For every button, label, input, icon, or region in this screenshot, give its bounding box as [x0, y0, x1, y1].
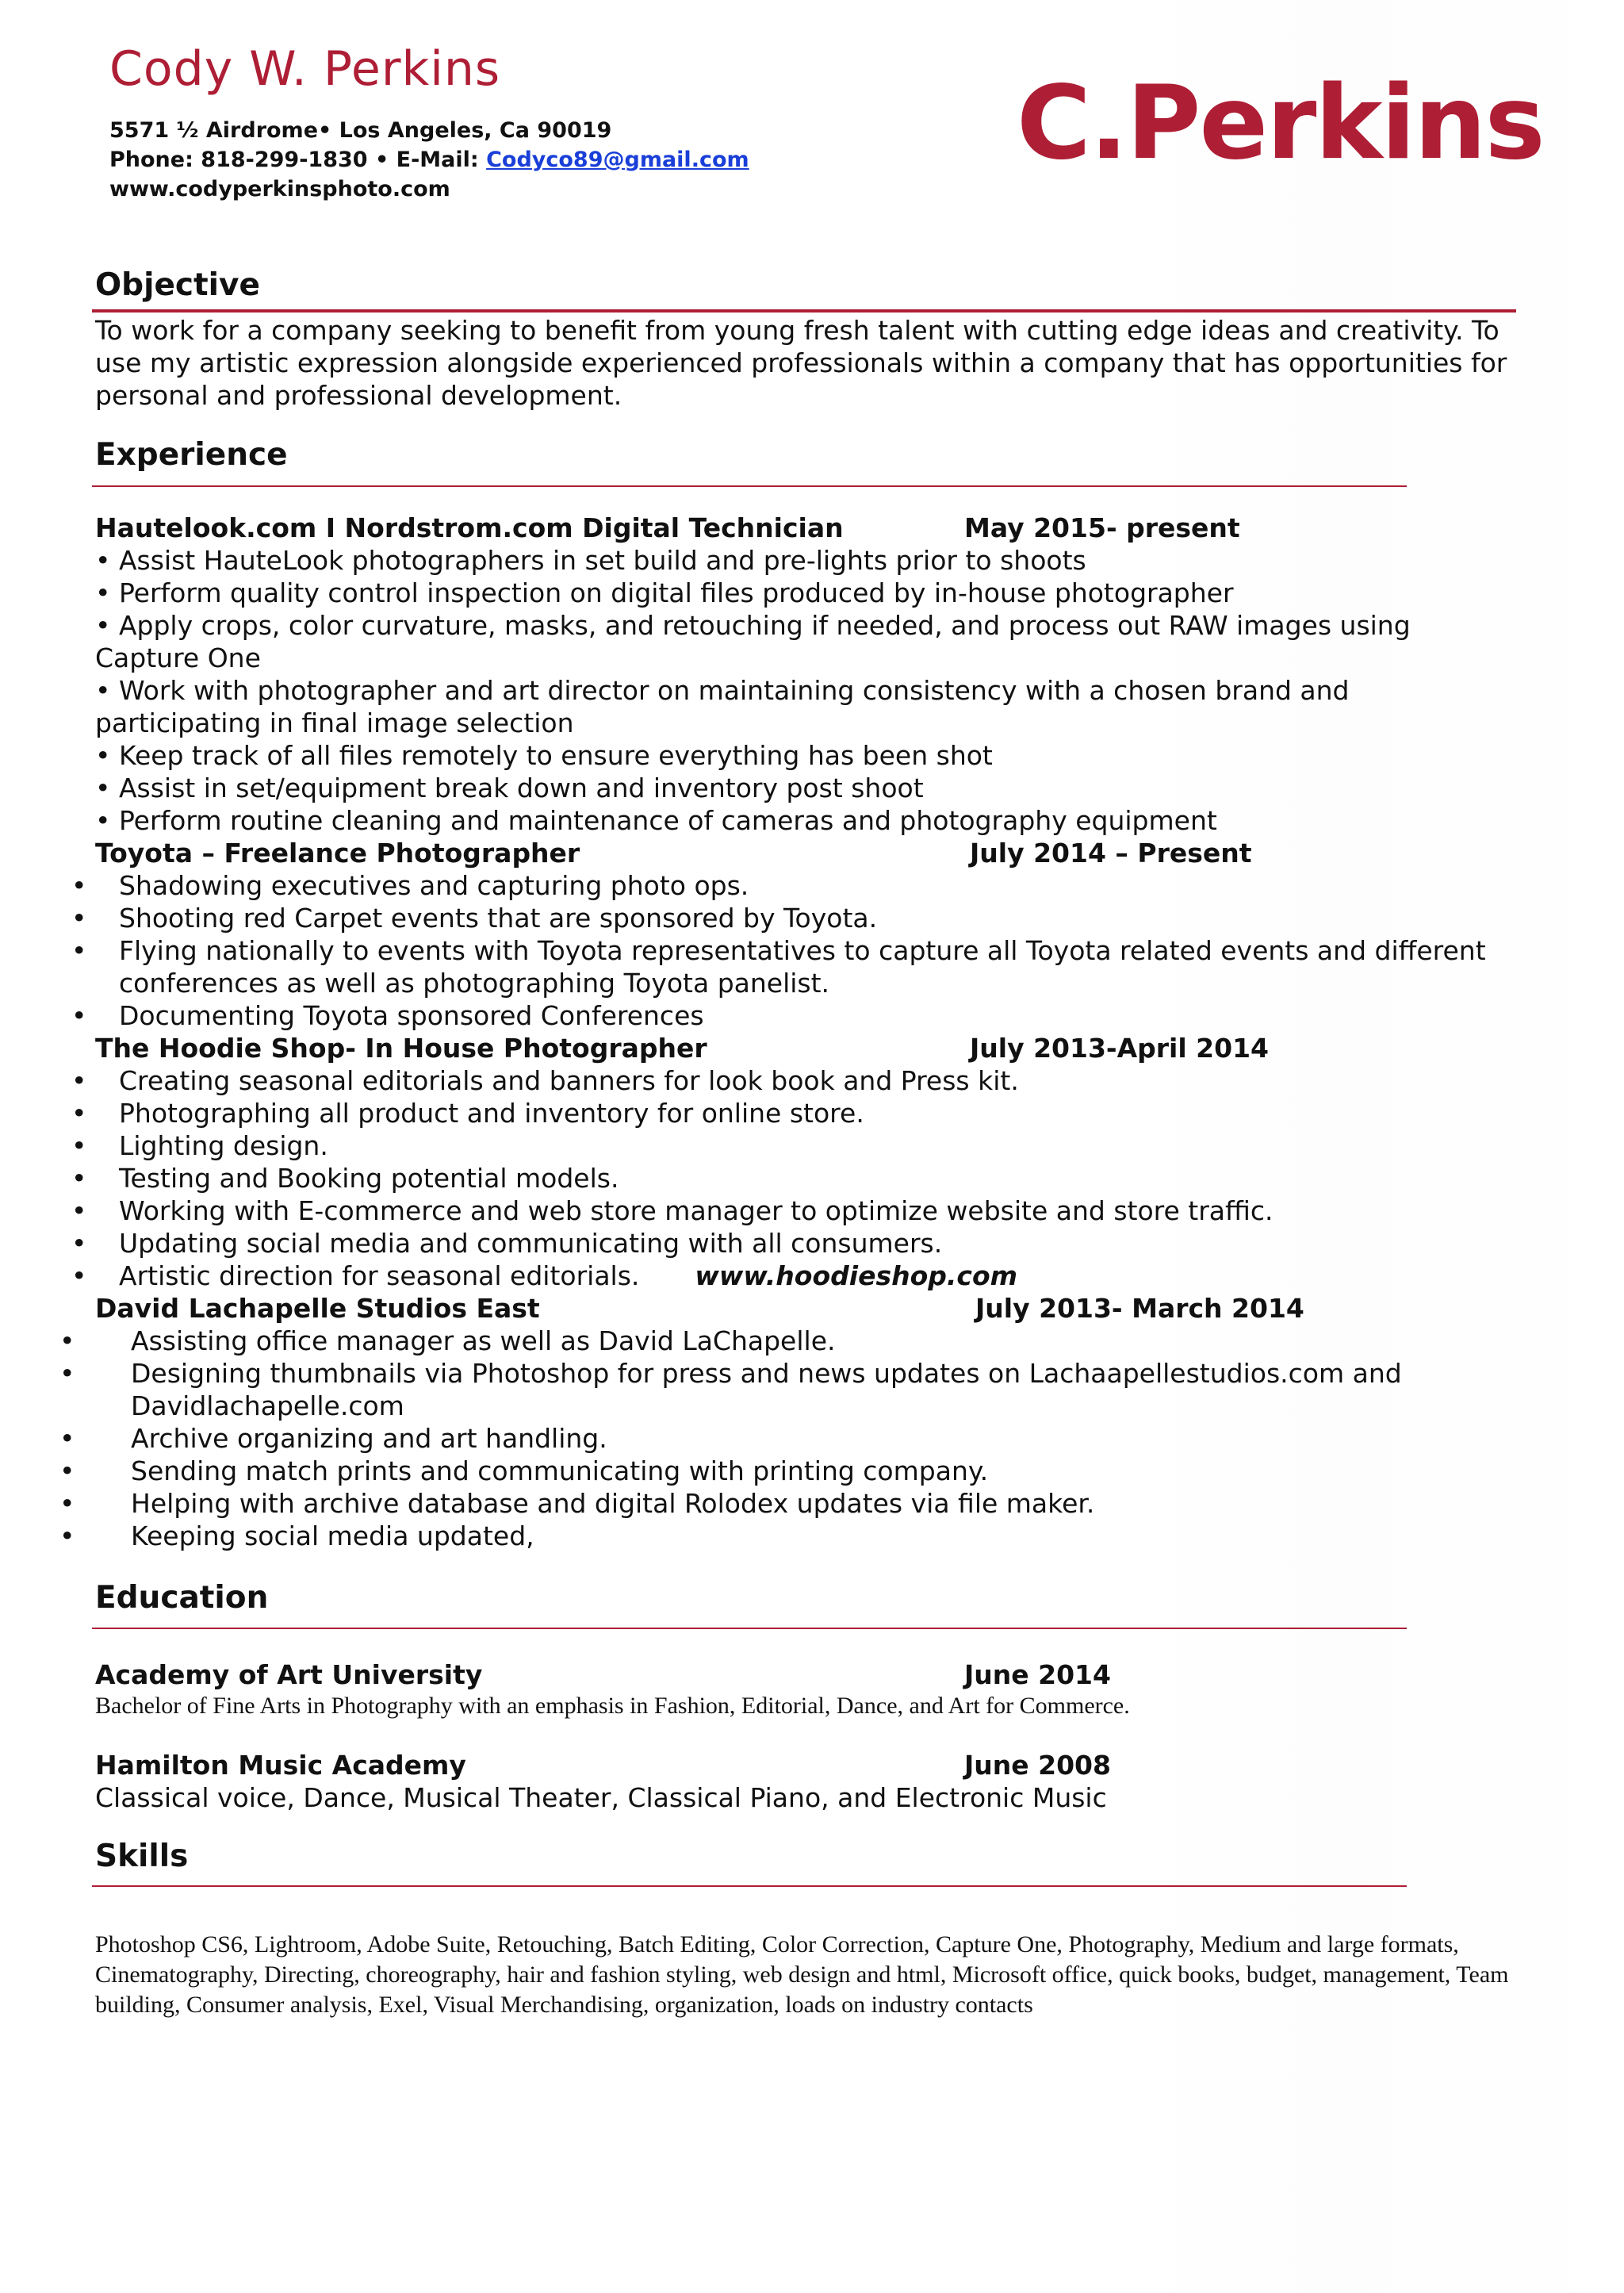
job-date: May 2015- present [964, 512, 1240, 543]
candidate-name: Cody W. Perkins [109, 41, 501, 97]
job-header [95, 1292, 1522, 1325]
school-header [95, 1658, 1522, 1691]
job-title: David Lachapelle Studios East [95, 1293, 540, 1324]
job-date: July 2014 – Present [970, 838, 1252, 869]
job-bullet: • Flying nationally to events with Toyota representatives to capture all Toyota related events and different conferences as well as photographing Toyota panelist. [71, 935, 1486, 999]
job-bullet: • Designing thumbnails via Photoshop for press and news updates on Lachaapellestudios.com and Davidlachapelle.com [59, 1358, 1402, 1421]
website: www.codyperkinsphoto.com [109, 177, 450, 201]
job-bullet: • Shadowing executives and capturing photo ops. [71, 870, 749, 901]
address: 5571 ½ Airdrome• Los Angeles, Ca 90019 [109, 118, 612, 143]
school-detail: Classical voice, Dance, Musical Theater, Classical Piano, and Electronic Music [95, 1782, 1107, 1813]
logo-wordmark: C.Perkins [1017, 64, 1544, 182]
job-bullet: • Assisting office manager as well as David LaChapelle. [59, 1325, 836, 1356]
education-rule [92, 1628, 1407, 1629]
school-name: Academy of Art University [95, 1659, 483, 1690]
email-link[interactable]: Codyco89@gmail.com [486, 148, 749, 172]
job-title: Toyota – Freelance Photographer [95, 838, 580, 869]
job-bullet: • Lighting design. [71, 1130, 328, 1161]
education-heading: Education [95, 1580, 269, 1616]
job-bullet: • Sending match prints and communicating with printing company. [59, 1455, 989, 1486]
job-date: July 2013-April 2014 [970, 1033, 1270, 1064]
job-bullet: • Keeping social media updated, [59, 1520, 534, 1551]
skills-heading: Skills [95, 1839, 189, 1874]
job-bullet: • Artistic direction for seasonal editorials. www.hoodieshop.com [71, 1260, 1018, 1291]
job-bullet: • Assist HauteLook photographers in set build and pre-lights prior to shoots [95, 545, 1086, 576]
skills-text: Photoshop CS6, Lightroom, Adobe Suite, Retouching, Batch Editing, Color Correction, Capture One, Photography, Medium and large formats, Cinematography, Directing, choreography, hair and fashion styling, web design and html, Microsoft office, quick books, budget, management, Team building, Consumer analysis, Exel, Visual Merchandising, organization, loads on industry contacts [95, 1931, 1509, 2018]
job-bullet: • Testing and Booking potential models. [71, 1163, 619, 1194]
job-bullet: • Shooting red Carpet events that are sponsored by Toyota. [71, 903, 878, 934]
job-date: July 2013- March 2014 [975, 1293, 1304, 1324]
job-bullet: • Keep track of all files remotely to ensure everything has been shot [95, 740, 993, 771]
job-header [95, 512, 1522, 544]
job-title: The Hoodie Shop- In House Photographer [95, 1033, 707, 1064]
education-entry [95, 1658, 1522, 1721]
job-title: Hautelook.com I Nordstrom.com Digital Technician [95, 512, 844, 543]
phone-email-line [109, 145, 749, 174]
job-bullet: • Updating social media and communicating with all consumers. [71, 1228, 943, 1259]
job-bullet: • Creating seasonal editorials and banners for look book and Press kit. [71, 1065, 1019, 1096]
job-bullet: • Assist in set/equipment break down and inventory post shoot [95, 773, 924, 803]
objective-rule [92, 309, 1516, 313]
job-bullet: • Apply crops, color curvature, masks, and retouching if needed, and process out RAW images using Capture One [95, 610, 1411, 673]
objective-heading: Objective [95, 267, 260, 303]
hoodie-website: www.hoodieshop.com [695, 1260, 1018, 1291]
phone-label: Phone: 818-299-1830 • E-Mail: [109, 148, 487, 172]
skills-rule [92, 1885, 1407, 1887]
school-date: June 2014 [964, 1659, 1111, 1690]
experience-rule [92, 485, 1407, 487]
contact-block [109, 116, 749, 204]
job-bullet: • Photographing all product and inventory for online store. [71, 1098, 864, 1129]
school-detail: Bachelor of Fine Arts in Photography with an emphasis in Fashion, Editorial, Dance, and Art for Commerce. [95, 1693, 1130, 1719]
job-header [95, 1032, 1522, 1064]
job-bullet: • Archive organizing and art handling. [59, 1423, 607, 1454]
education-entry [95, 1749, 1522, 1814]
experience-heading: Experience [95, 437, 288, 473]
school-date: June 2008 [964, 1750, 1111, 1781]
job-bullet: • Perform routine cleaning and maintenance of cameras and photography equipment [95, 805, 1217, 836]
job-bullet: • Perform quality control inspection on digital files produced by in-house photographer [95, 577, 1234, 608]
job-bullet: • Documenting Toyota sponsored Conferences [71, 1000, 704, 1031]
school-header [95, 1749, 1522, 1781]
school-name: Hamilton Music Academy [95, 1750, 466, 1781]
job-header [95, 837, 1522, 869]
job-bullet: • Work with photographer and art director on maintaining consistency with a chosen brand and participating in final image selection [95, 675, 1350, 738]
job-bullet: • Helping with archive database and digital Rolodex updates via file maker. [59, 1488, 1095, 1519]
experience-list [59, 512, 1522, 1552]
objective-text: To work for a company seeking to benefit from young fresh talent with cutting edge ideas and creativity. To use my artistic expression alongside experienced professionals within a company that has opportunities for personal and professional development. [95, 315, 1507, 411]
job-bullet: • Working with E-commerce and web store manager to optimize website and store traffic. [71, 1195, 1274, 1226]
